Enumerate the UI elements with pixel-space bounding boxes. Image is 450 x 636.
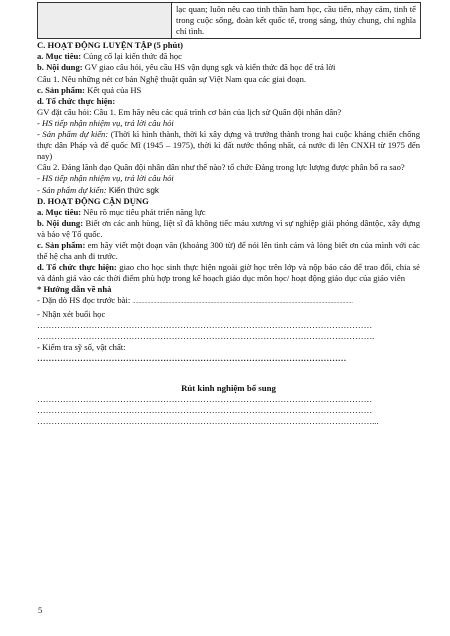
practice-expected2-text: Kiến thức sgk <box>106 185 159 195</box>
home-assign-dots: ................................................................................................................................................... <box>132 299 353 306</box>
application-org <box>37 262 420 284</box>
application-org-label: d. Tổ chức thực hiện: <box>37 262 117 273</box>
practice-content-label: b. Nội dung: <box>37 62 83 73</box>
table-cell-text: lạc quan; luôn nêu cao tinh thần ham học, cầu tiến, nhạy cảm, tinh tế trong cuộc sống, đoàn kết quốc tế, trong sáng, thủy chung, chí nghĩa chí tình. <box>172 3 421 39</box>
application-content <box>37 218 420 240</box>
spacer <box>37 364 420 383</box>
home-dots-3: ……………………………………………………………………………………………… <box>37 352 347 363</box>
practice-content <box>37 62 420 73</box>
application-goal-text: Nêu rõ mục tiêu phát triển năng lực <box>81 206 206 217</box>
practice-product-text: Kết quả của HS <box>85 84 142 95</box>
experience-line-2: ……………………………………………………………………………………………………… <box>37 405 373 416</box>
practice-expected-text: (Thời kì hình thành, thời kì xây dựng và trưởng thành trong hai cuộc kháng chiến chống thực dân Pháp và đế quốc Mĩ (1945 – 1975), thời kì đất nước thống nhất, cả nước đi lên CNXH từ 1975 đến nay) <box>37 129 420 162</box>
practice-expected-2 <box>37 185 420 196</box>
home-attendance: - Kiểm tra sỹ số, vật chất: <box>37 341 126 352</box>
practice-heading: C. HOẠT ĐỘNG LUYỆN TẬP (5 phút) <box>37 40 184 51</box>
experience-line-1: ……………………………………………………………………………………………………… <box>37 394 373 405</box>
home-heading: * Hướng dẫn về nhà <box>37 284 112 295</box>
application-content-text: Biết ơn các anh hùng, liệt sĩ đã không tiếc máu xương vì sự nghiệp giải phóng dântộc, xây dựng và bảo vệ Tổ quốc. <box>37 217 420 239</box>
practice-expected-label: - Sản phẩm dự kiến: <box>37 129 109 140</box>
practice-product <box>37 85 420 96</box>
practice-goal-text: Củng cố lại kiến thức đã học <box>81 51 182 62</box>
application-goal-label: a. Mục tiêu: <box>37 206 82 217</box>
experience-title: Rút kinh nghiệm bổ sung <box>181 383 276 393</box>
practice-goal-label: a. Mục tiêu: <box>37 51 82 62</box>
practice-hs-task: - HS tiếp nhận nhiệm vụ, trả lời câu hỏi <box>37 117 174 128</box>
practice-content-text: GV giao câu hỏi, yêu cầu HS vận dụng sgk và kiến thức đã học để trả lời <box>82 62 336 73</box>
application-product-label: c. Sản phẩm: <box>37 239 86 250</box>
practice-question-2: Câu 2. Đảng lãnh đạo Quân đội nhân dân như thế nào? tổ chức Đảng trong lực lượng được phân bố ra sao? <box>37 162 405 173</box>
practice-org-label: d. Tổ chức thực hiện: <box>37 95 116 106</box>
home-assign-text: - Dặn dò HS đọc trước bài: <box>37 295 131 306</box>
table-row <box>38 3 421 39</box>
activity-table <box>37 2 421 39</box>
practice-expected2-label: - Sản phẩm dự kiến: <box>37 184 107 195</box>
home-review: - Nhận xét buổi học <box>37 308 106 319</box>
practice-product-label: c. Sản phẩm: <box>37 84 85 95</box>
practice-hs-task-2: - HS tiếp nhận nhiệm vụ, trả lời câu hỏi <box>37 173 174 184</box>
page-content <box>37 2 420 427</box>
table-cell-empty <box>38 3 172 39</box>
application-content-label: b. Nội dung: <box>37 217 84 228</box>
practice-gv-question: GV đặt câu hỏi: Câu 1. Em hãy nêu các quá trình cơ bản của lịch sử Quân đội nhân dân? <box>37 106 342 117</box>
page-number: 5 <box>38 605 43 615</box>
home-assign-line <box>37 295 420 308</box>
home-dots-2: ………………………………………………………………………………………………………. <box>37 330 375 341</box>
application-heading: D. HOẠT ĐỘNG CẬN DỤNG <box>37 195 149 206</box>
application-goal <box>37 207 420 218</box>
practice-question-1: Câu 1. Nêu những nét cơ bản Nghệ thuật quân sự Việt Nam qua các giai đoạn. <box>37 73 307 84</box>
practice-expected <box>37 129 420 162</box>
experience-line-3: ………………………………………………………………………………………………………... <box>37 416 379 427</box>
practice-goal <box>37 51 420 62</box>
application-product <box>37 240 420 262</box>
application-product-text: em hãy viết một đoạn văn (khoảng 300 từ) để nói lên tình cảm và lòng biết ơn của mình với các thế hệ cha anh đi trước. <box>37 239 420 262</box>
application-org-text: giao cho học sinh thực hiện ngoài giờ học trên lớp và nộp báo cáo để trao đổi, chia sẻ và đánh giá vào các thời điểm phù hợp trong kế hoạch giáo dục môn học/ hoạt động giáo dục của giáo viên <box>37 262 420 284</box>
home-dots-1: ……………………………………………………………………………………………………… <box>37 319 373 330</box>
